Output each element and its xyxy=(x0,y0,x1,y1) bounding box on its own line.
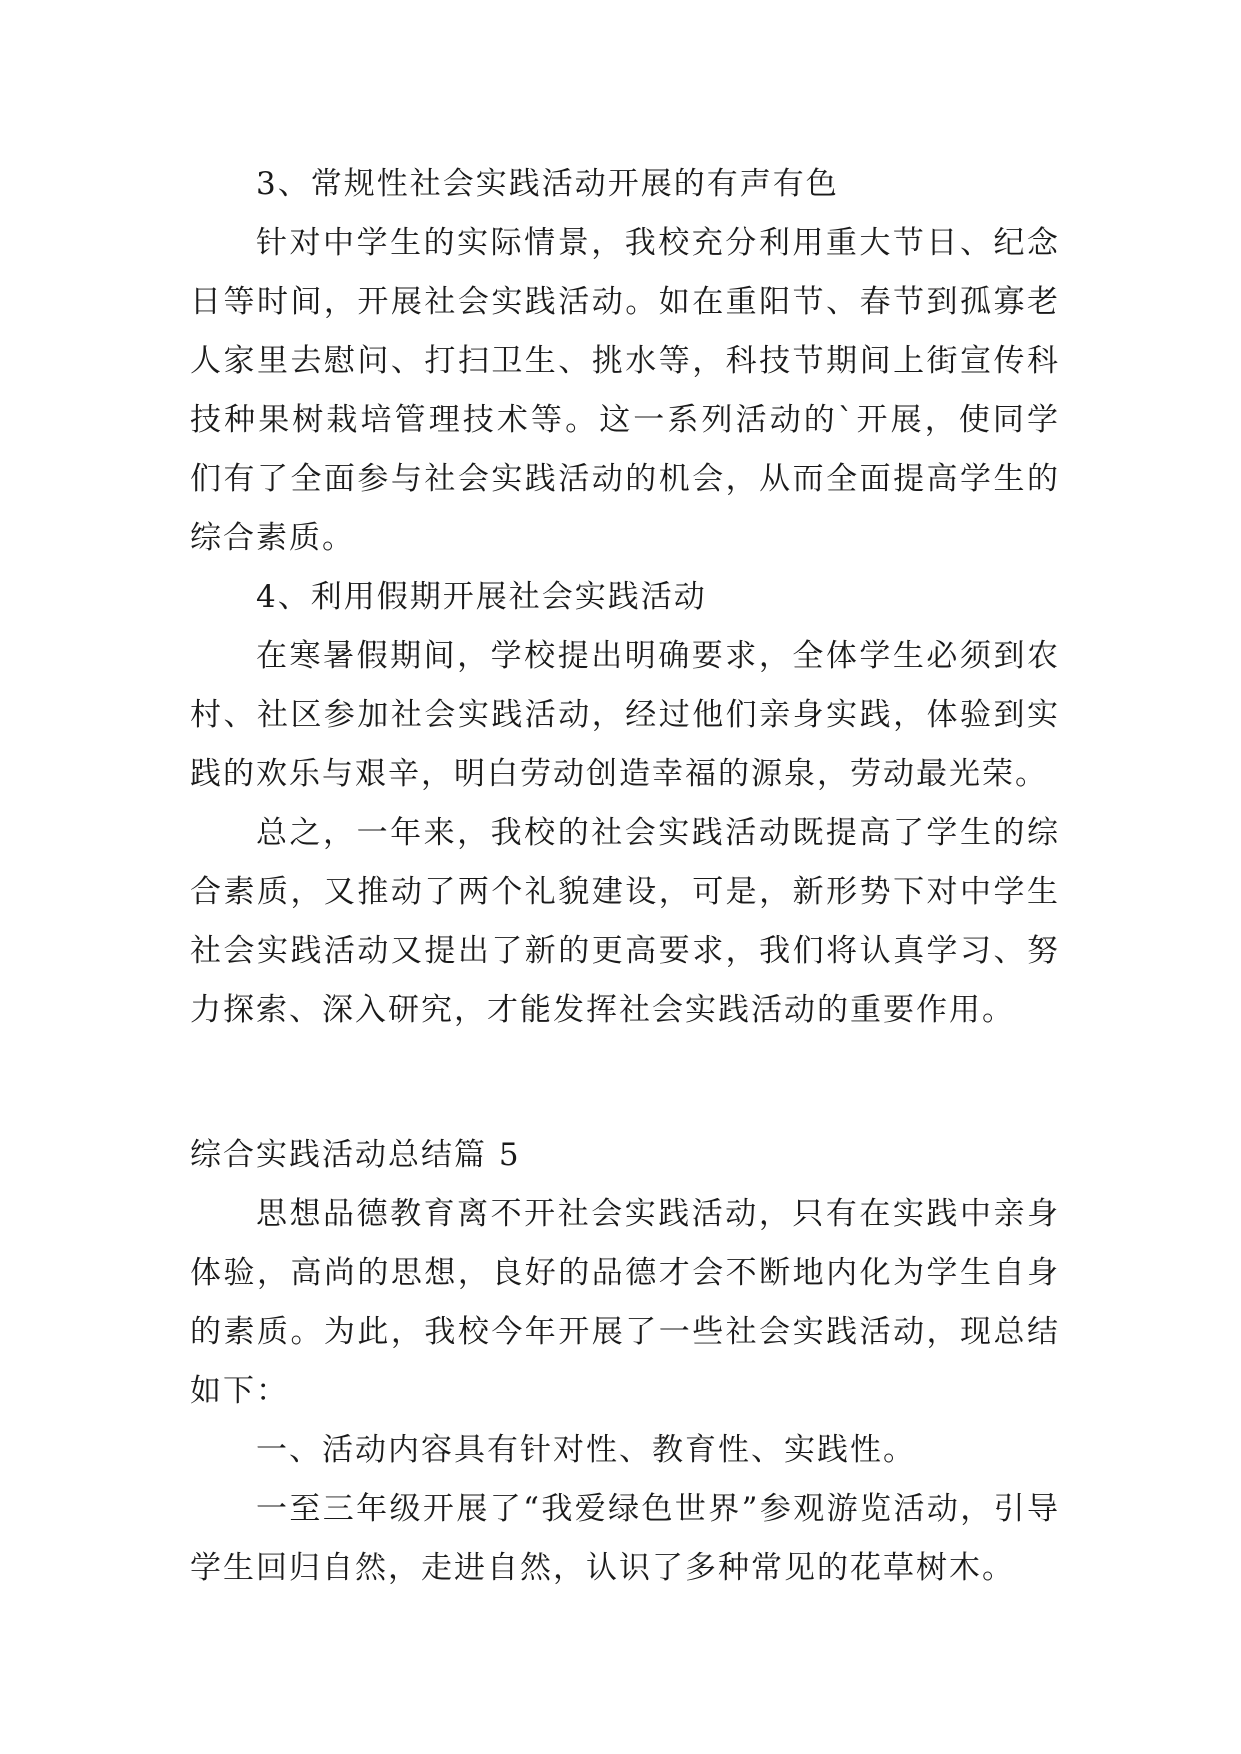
paragraph-green-world: 一至三年级开展了“我爱绿色世界”参观游览活动，引导学生回归自然，走进自然，认识了多种常见的花草树木。 xyxy=(190,1491,1060,1586)
subheading-3: 3、常规性社会实践活动开展的有声有色 xyxy=(256,166,839,202)
section-title: 综合实践活动总结篇 5 xyxy=(190,1137,521,1173)
paragraph-intro: 思想品德教育离不开社会实践活动，只有在实践中亲身体验，高尚的思想，良好的品德才会不断地内化为学生自身的素质。为此，我校今年开展了一些社会实践活动，现总结如下： xyxy=(190,1196,1060,1409)
section-spacer xyxy=(190,1040,1060,1126)
paragraph-vacation-practice: 在寒暑假期间，学校提出明确要求，全体学生必须到农村、社区参加社会实践活动，经过他们亲身实践，体验到实践的欢乐与艰辛，明白劳动创造幸福的源泉，劳动最光荣。 xyxy=(190,638,1060,792)
paragraph-conclusion: 总之，一年来，我校的社会实践活动既提高了学生的综合素质，又推动了两个礼貌建设，可是，新形势下对中学生社会实践活动又提出了新的更高要求，我们将认真学习、努力探索、深入研究，才能发挥社会实践活动的重要作用。 xyxy=(190,815,1060,1028)
subheading-4: 4、利用假期开展社会实践活动 xyxy=(256,579,707,615)
paragraph-holiday-activities: 针对中学生的实际情景，我校充分利用重大节日、纪念日等时间，开展社会实践活动。如在重阳节、春节到孤寡老人家里去慰问、打扫卫生、挑水等，科技节期间上街宣传科技种果树栽培管理技术等。这一系列活动的`开展，使同学们有了全面参与社会实践活动的机会，从而全面提高学生的综合素质。 xyxy=(190,225,1060,556)
document-body xyxy=(190,155,1060,1598)
subheading-one: 一、活动内容具有针对性、教育性、实践性。 xyxy=(256,1432,916,1468)
